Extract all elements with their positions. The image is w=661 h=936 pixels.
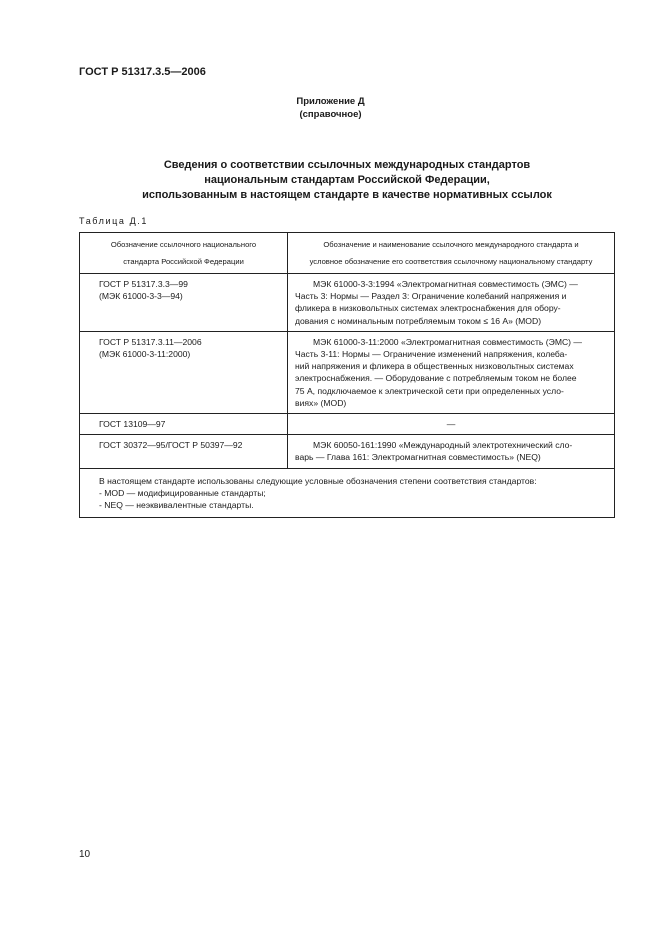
note-line: В настоящем стандарте использованы следующие условные обозначения степени соответствия стандартов: [99, 475, 537, 486]
table-row [80, 435, 615, 468]
appendix-subtitle: (справочное) [299, 109, 362, 120]
cell-line: (МЭК 61000-3-3—94) [99, 291, 183, 302]
national-standard-cell [80, 435, 288, 468]
header-international-standard [288, 233, 615, 274]
table-header-row [80, 233, 615, 274]
table-note [80, 468, 615, 517]
table-caption: Таблица Д.1 [79, 216, 148, 226]
cell-line: виях» (MOD) [295, 397, 347, 408]
section-title-line: использованным в настоящем стандарте в качестве нормативных ссылок [142, 189, 552, 201]
table-row [80, 331, 615, 413]
cell-line: электроснабжения. — Оборудование с потребляемым током не более [295, 373, 577, 384]
cell-line: МЭК 61000-3-11:2000 «Электромагнитная совместимость (ЭМС) — [313, 336, 583, 347]
cell-line: ГОСТ Р 51317.3.3—99 [99, 279, 188, 289]
header-national-standard [80, 233, 288, 274]
cell-line: Часть 3-11: Нормы — Ограничение изменений напряжения, колеба- [295, 349, 568, 360]
cell-line: МЭК 60050-161:1990 «Международный электротехнический сло- [313, 440, 573, 451]
page-number: 10 [79, 849, 91, 860]
national-standard-cell [80, 331, 288, 413]
international-standard-cell [288, 274, 615, 332]
cell-line: ний напряжения и фликера в общественных низковольтных системах [295, 361, 574, 372]
cell-line: Часть 3: Нормы — Раздел 3: Ограничение колебаний напряжения и [295, 291, 567, 302]
table-note-row [80, 468, 615, 517]
national-standard-cell [80, 274, 288, 332]
header-text: Обозначение и наименование ссылочного международного стандарта и [323, 240, 579, 249]
national-standard-cell [80, 414, 288, 435]
header-text: стандарта Российской Федерации [123, 257, 244, 266]
section-title [79, 158, 615, 203]
cell-line: — [446, 419, 456, 430]
cell-line: дования с номинальным потребляемым током ≤ 16 А» (MOD) [295, 315, 542, 326]
section-title-line: Сведения о соответствии ссылочных международных стандартов [163, 159, 531, 171]
cell-line: ГОСТ Р 51317.3.11—2006 [99, 336, 202, 347]
cell-line: фликера в низковольтных системах электроснабжения для обору- [295, 303, 561, 314]
section-title-line: национальным стандартам Российской Федерации, [204, 174, 490, 186]
table-row [80, 414, 615, 435]
cell-line: ГОСТ 13109—97 [99, 419, 166, 430]
cell-line: (МЭК 61000-3-11:2000) [99, 349, 191, 360]
note-line: - MOD — модифицированные стандарты; [99, 487, 266, 498]
document-code: ГОСТ Р 51317.3.5—2006 [79, 66, 206, 78]
cell-line: варь — Глава 161: Электромагнитная совместимость» (NEQ) [295, 452, 541, 463]
cell-line: 75 А, подключаемое к электрической сети при определенных усло- [295, 385, 564, 396]
appendix-title: Приложение Д [296, 96, 365, 107]
note-line: - NEQ — неэквивалентные стандарты. [99, 499, 254, 510]
cell-line: ГОСТ 30372—95/ГОСТ Р 50397—92 [99, 440, 243, 451]
international-standard-cell [288, 414, 615, 435]
reference-table [79, 232, 615, 518]
international-standard-cell [288, 435, 615, 468]
cell-line: МЭК 61000-3-3:1994 «Электромагнитная совместимость (ЭМС) — [313, 279, 578, 289]
international-standard-cell [288, 331, 615, 413]
header-text: Обозначение ссылочного национального [110, 240, 257, 249]
table-row [80, 274, 615, 332]
header-text: условное обозначение его соответствия ссылочному национальному стандарту [309, 257, 593, 266]
